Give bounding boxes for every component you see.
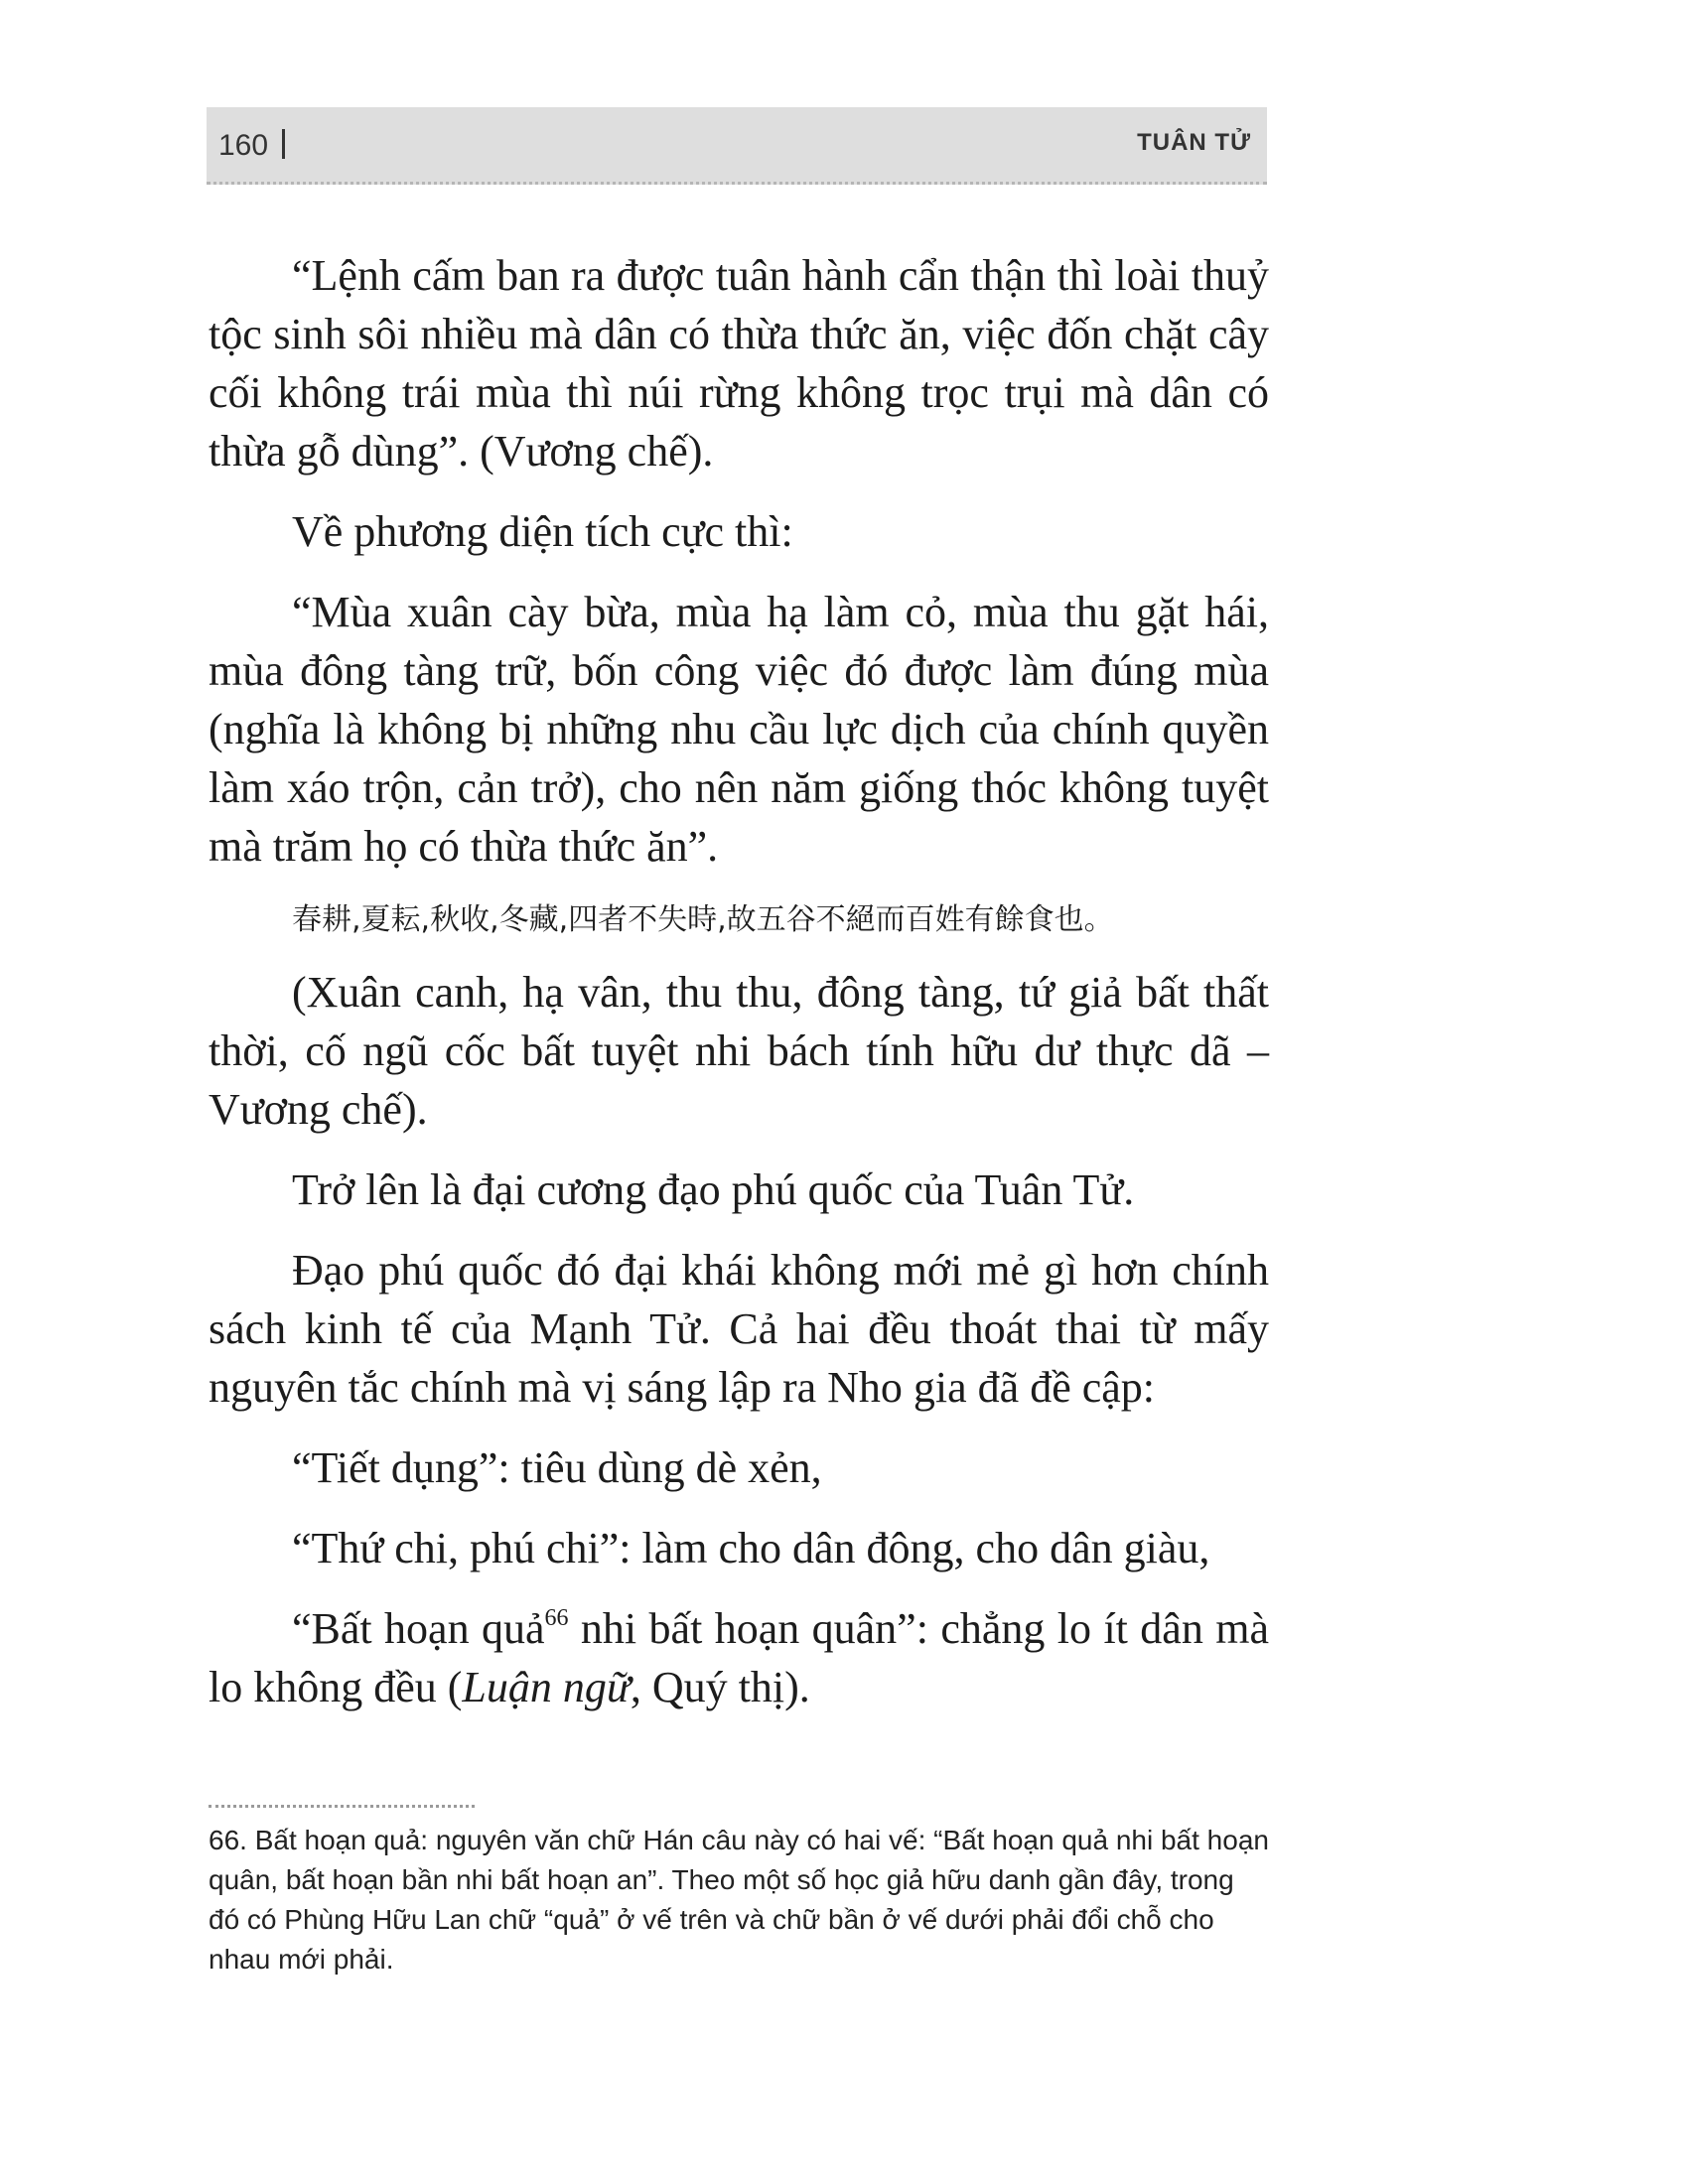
- running-title: TUÂN TỬ: [1137, 129, 1251, 156]
- paragraph-4: (Xuân canh, hạ vân, thu thu, đông tàng, tứ giả bất thất thời, cố ngũ cốc bất tuyệt nhi bách tính hữu dư thực dã – Vương chế).: [209, 968, 1269, 1134]
- footnote-66: 66. Bất hoạn quả: nguyên văn chữ Hán câu này có hai vế: “Bất hoạn quả nhi bất hoạn quân, bất hoạn bần nhi bất hoạn an”. Theo một số học giả hữu danh gần đây, trong đó có Phùng Hữu Lan chữ “quả” ở vế trên và chữ bần ở vế dưới phải đổi chỗ cho nhau mới phải.: [209, 1825, 1269, 1975]
- paragraph-5: Trở lên là đại cương đạo phú quốc của Tuân Tử.: [292, 1165, 1135, 1214]
- paragraph-1: “Lệnh cấm ban ra được tuân hành cẩn thận thì loài thuỷ tộc sinh sôi nhiều mà dân có thừa thức ăn, việc đốn chặt cây cối không trái mùa thì núi rừng không trọc trụi mà dân có thừa gỗ dùng”. (Vương chế).: [209, 251, 1269, 476]
- paragraph-9-part2: nhi bất hoạn quân”: chẳng lo ít dân mà lo không đều (: [209, 1604, 1269, 1711]
- paragraph-2: Về phương diện tích cực thì:: [292, 507, 793, 556]
- chinese-quotation: 春耕,夏耘,秋收,冬藏,四者不失時,故五谷不絕而百姓有餘食也。: [292, 902, 1114, 937]
- book-title-italic: Luận ngữ: [462, 1663, 631, 1711]
- paragraph-3: “Mùa xuân cày bừa, mùa hạ làm cỏ, mùa thu gặt hái, mùa đông tàng trữ, bốn công việc đó được làm đúng mùa (nghĩa là không bị những nhu cầu lực dịch của chính quyền làm xáo trộn, cản trở), cho nên năm giống thóc không tuyệt mà trăm họ có thừa thức ăn”.: [209, 588, 1269, 871]
- footnote-divider: [209, 1805, 475, 1808]
- header-separator: [282, 129, 285, 159]
- page-number: 160: [218, 129, 269, 162]
- paragraph-7: “Tiết dụng”: tiêu dùng dè xẻn,: [292, 1443, 822, 1492]
- paragraph-6: Đạo phú quốc đó đại khái không mới mẻ gì hơn chính sách kinh tế của Mạnh Tử. Cả hai đều thoát thai từ mấy nguyên tắc chính mà vị sáng lập ra Nho gia đã đề cập:: [209, 1246, 1269, 1412]
- paragraph-9-part1: “Bất hoạn quả: [292, 1604, 545, 1653]
- paragraph-8: “Thứ chi, phú chi”: làm cho dân đông, cho dân giàu,: [292, 1524, 1210, 1572]
- page-header: [207, 107, 1267, 185]
- paragraph-9-part3: , Quý thị).: [630, 1663, 810, 1711]
- paragraph-9: [209, 1599, 1269, 1716]
- main-text: [209, 246, 1269, 1716]
- footnote-reference[interactable]: 66: [544, 1605, 569, 1631]
